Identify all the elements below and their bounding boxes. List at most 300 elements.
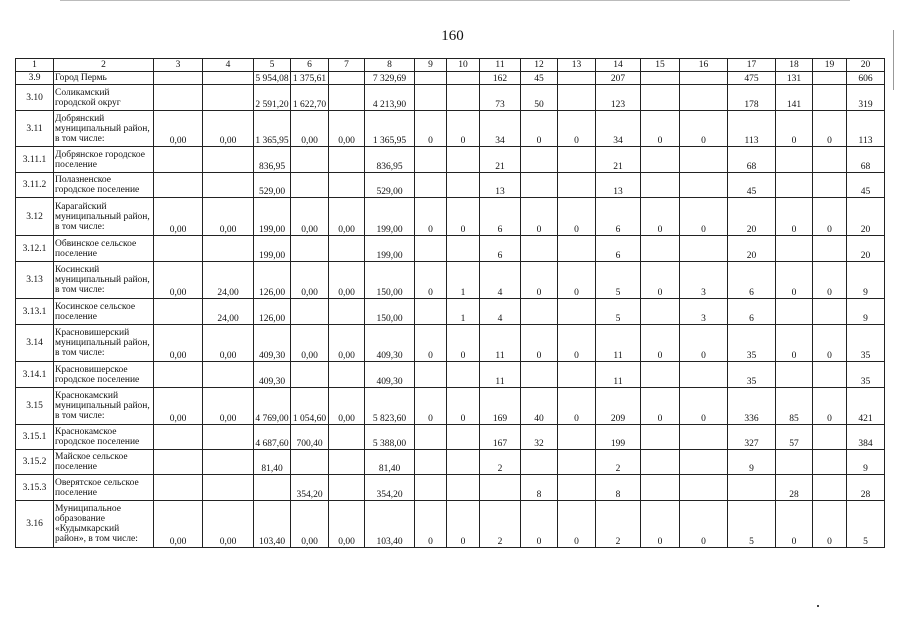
table-cell: 28 xyxy=(776,475,813,501)
table-row xyxy=(16,198,885,236)
table-cell: 6 xyxy=(728,262,776,299)
table-cell: 0,00 xyxy=(154,325,203,362)
table-cell xyxy=(415,475,447,501)
table-cell: 475 xyxy=(728,72,776,85)
table-cell: 34 xyxy=(596,111,641,147)
table-cell: 0 xyxy=(558,198,596,236)
column-header: 18 xyxy=(776,59,813,72)
table-cell: 0 xyxy=(776,501,813,548)
column-header: 1 xyxy=(16,59,54,72)
table-cell: 0 xyxy=(776,262,813,299)
table-cell xyxy=(680,450,728,475)
table-cell xyxy=(329,173,365,198)
table-cell: 150,00 xyxy=(365,299,415,325)
table-cell: 35 xyxy=(847,362,885,388)
column-header: 4 xyxy=(203,59,254,72)
table-cell xyxy=(329,362,365,388)
table-cell xyxy=(521,173,558,198)
row-code: 3.11 xyxy=(16,111,54,147)
row-name: Соликамский городской округ xyxy=(54,85,154,111)
table-cell: 0 xyxy=(680,198,728,236)
table-cell xyxy=(813,450,847,475)
table-cell xyxy=(154,425,203,450)
table-cell: 24,00 xyxy=(203,299,254,325)
table-cell xyxy=(558,173,596,198)
table-cell: 21 xyxy=(596,147,641,173)
table-cell: 0 xyxy=(813,111,847,147)
table-cell: 103,40 xyxy=(254,501,291,548)
table-cell: 0 xyxy=(813,325,847,362)
table-cell xyxy=(329,85,365,111)
column-header: 9 xyxy=(415,59,447,72)
table-cell xyxy=(154,299,203,325)
table-cell: 0,00 xyxy=(203,501,254,548)
table-cell xyxy=(521,362,558,388)
table-cell: 1 375,61 xyxy=(291,72,329,85)
table-cell: 0 xyxy=(813,198,847,236)
table-row xyxy=(16,173,885,198)
table-cell: 327 xyxy=(728,425,776,450)
table-cell: 0 xyxy=(415,501,447,548)
table-cell xyxy=(521,147,558,173)
table-cell xyxy=(641,450,680,475)
table-cell: 209 xyxy=(596,388,641,425)
table-cell: 20 xyxy=(728,198,776,236)
table-cell: 0 xyxy=(558,262,596,299)
table-cell xyxy=(154,475,203,501)
table-cell: 6 xyxy=(728,299,776,325)
row-name: Оверятское сельское поселение xyxy=(54,475,154,501)
column-header: 19 xyxy=(813,59,847,72)
table-cell: 199 xyxy=(596,425,641,450)
table-cell xyxy=(641,147,680,173)
table-cell: 81,40 xyxy=(365,450,415,475)
table-cell xyxy=(415,425,447,450)
table-cell: 0,00 xyxy=(291,198,329,236)
column-header: 15 xyxy=(641,59,680,72)
table-cell: 9 xyxy=(847,450,885,475)
table-cell: 3 xyxy=(680,262,728,299)
table-cell: 0 xyxy=(641,111,680,147)
top-rule xyxy=(60,0,850,1)
header-row xyxy=(16,59,885,72)
table-cell: 21 xyxy=(480,147,521,173)
table-cell xyxy=(447,362,480,388)
table-cell xyxy=(558,299,596,325)
table-cell xyxy=(291,236,329,262)
table-cell xyxy=(154,450,203,475)
table-cell xyxy=(415,236,447,262)
page-number: 160 xyxy=(441,28,464,44)
table-cell: 0 xyxy=(813,262,847,299)
table-cell xyxy=(521,236,558,262)
row-name: Косинское сельское поселение xyxy=(54,299,154,325)
table-cell xyxy=(447,450,480,475)
table-cell xyxy=(641,425,680,450)
table-cell: 199,00 xyxy=(254,198,291,236)
table-cell xyxy=(813,362,847,388)
table-cell: 0 xyxy=(415,325,447,362)
table-cell xyxy=(415,450,447,475)
table-cell xyxy=(203,173,254,198)
row-code: 3.9 xyxy=(16,72,54,85)
row-code: 3.13 xyxy=(16,262,54,299)
table-cell: 0 xyxy=(415,198,447,236)
table-cell: 2 591,20 xyxy=(254,85,291,111)
row-code: 3.13.1 xyxy=(16,299,54,325)
table-cell: 0 xyxy=(558,501,596,548)
table-cell: 0 xyxy=(680,111,728,147)
table-cell: 68 xyxy=(728,147,776,173)
column-header: 7 xyxy=(329,59,365,72)
table-cell: 0,00 xyxy=(203,198,254,236)
table-cell: 0 xyxy=(558,325,596,362)
table-cell xyxy=(813,475,847,501)
table-cell: 178 xyxy=(728,85,776,111)
table-cell: 0 xyxy=(641,262,680,299)
table-cell xyxy=(415,362,447,388)
table-cell: 103,40 xyxy=(365,501,415,548)
table-cell: 0 xyxy=(521,501,558,548)
table-cell: 421 xyxy=(847,388,885,425)
table-cell xyxy=(329,72,365,85)
table-cell: 11 xyxy=(596,325,641,362)
table-cell: 207 xyxy=(596,72,641,85)
table-cell: 0 xyxy=(680,501,728,548)
table-cell: 141 xyxy=(776,85,813,111)
table-cell: 0 xyxy=(447,325,480,362)
table-cell xyxy=(415,72,447,85)
table-cell: 3 xyxy=(680,299,728,325)
row-name: Майское сельское поселение xyxy=(54,450,154,475)
table-cell: 2 xyxy=(596,450,641,475)
table-row xyxy=(16,236,885,262)
table-cell: 0 xyxy=(447,388,480,425)
table-cell: 68 xyxy=(847,147,885,173)
table-cell: 2 xyxy=(480,501,521,548)
table-cell xyxy=(521,299,558,325)
table-cell: 169 xyxy=(480,388,521,425)
table-cell: 0 xyxy=(776,111,813,147)
table-cell: 0 xyxy=(641,198,680,236)
table-cell xyxy=(154,236,203,262)
scan-edge-mark xyxy=(893,30,902,90)
table-cell xyxy=(813,173,847,198)
table-cell xyxy=(521,450,558,475)
table-cell: 409,30 xyxy=(365,362,415,388)
column-header: 10 xyxy=(447,59,480,72)
table-cell: 6 xyxy=(596,236,641,262)
table-cell: 6 xyxy=(480,198,521,236)
table-cell: 354,20 xyxy=(291,475,329,501)
table-cell xyxy=(776,173,813,198)
table-cell xyxy=(680,85,728,111)
table-cell: 4 769,00 xyxy=(254,388,291,425)
table-cell: 0 xyxy=(521,198,558,236)
table-cell: 28 xyxy=(847,475,885,501)
table-cell: 0,00 xyxy=(291,262,329,299)
scan-dot xyxy=(817,605,819,607)
table-cell: 45 xyxy=(521,72,558,85)
table-cell: 0,00 xyxy=(154,388,203,425)
table-row xyxy=(16,262,885,299)
table-cell: 85 xyxy=(776,388,813,425)
table-cell: 0 xyxy=(680,388,728,425)
column-header: 13 xyxy=(558,59,596,72)
table-cell xyxy=(641,173,680,198)
table-cell xyxy=(203,425,254,450)
table-cell: 0,00 xyxy=(329,198,365,236)
table-cell: 7 329,69 xyxy=(365,72,415,85)
table-cell: 5 xyxy=(728,501,776,548)
column-header: 8 xyxy=(365,59,415,72)
table-cell: 4 xyxy=(480,262,521,299)
row-code: 3.10 xyxy=(16,85,54,111)
table-cell xyxy=(680,147,728,173)
table-cell xyxy=(203,147,254,173)
table-cell xyxy=(329,425,365,450)
row-code: 3.12 xyxy=(16,198,54,236)
table-cell: 529,00 xyxy=(254,173,291,198)
table-cell xyxy=(447,173,480,198)
table-cell xyxy=(291,147,329,173)
table-cell: 4 xyxy=(480,299,521,325)
table-cell: 24,00 xyxy=(203,262,254,299)
table-cell: 81,40 xyxy=(254,450,291,475)
table-cell xyxy=(776,299,813,325)
table-cell: 150,00 xyxy=(365,262,415,299)
table-cell: 199,00 xyxy=(365,198,415,236)
table-cell xyxy=(776,236,813,262)
table-cell xyxy=(154,173,203,198)
table-cell xyxy=(641,475,680,501)
table-cell: 0,00 xyxy=(329,501,365,548)
table-cell xyxy=(329,475,365,501)
row-code: 3.11.1 xyxy=(16,147,54,173)
row-code: 3.15.3 xyxy=(16,475,54,501)
table-cell: 126,00 xyxy=(254,262,291,299)
table-cell: 0 xyxy=(776,325,813,362)
table-cell: 0 xyxy=(641,388,680,425)
table-cell: 35 xyxy=(728,362,776,388)
row-name: Краснокамский муниципальный район, в том числе: xyxy=(54,388,154,425)
table-cell: 1 365,95 xyxy=(254,111,291,147)
table-cell xyxy=(480,475,521,501)
table-cell xyxy=(203,362,254,388)
table-cell: 113 xyxy=(847,111,885,147)
table-cell: 700,40 xyxy=(291,425,329,450)
table-cell xyxy=(154,72,203,85)
table-cell xyxy=(329,236,365,262)
row-name: Добрянский муниципальный район, в том числе: xyxy=(54,111,154,147)
table-cell xyxy=(680,475,728,501)
table-cell: 0,00 xyxy=(329,325,365,362)
table-cell: 0,00 xyxy=(291,111,329,147)
table-row xyxy=(16,147,885,173)
table-row xyxy=(16,475,885,501)
table-cell xyxy=(558,147,596,173)
column-header: 12 xyxy=(521,59,558,72)
table-cell xyxy=(813,299,847,325)
row-name: Косинский муниципальный район, в том числе: xyxy=(54,262,154,299)
row-name: Краснокамское городское поселение xyxy=(54,425,154,450)
table-cell: 0,00 xyxy=(154,198,203,236)
table-cell: 11 xyxy=(596,362,641,388)
table-cell xyxy=(254,475,291,501)
table-cell: 6 xyxy=(596,198,641,236)
table-cell xyxy=(291,450,329,475)
column-header: 3 xyxy=(154,59,203,72)
table-cell: 0,00 xyxy=(203,388,254,425)
table-cell: 0 xyxy=(641,501,680,548)
table-cell xyxy=(203,475,254,501)
table-row xyxy=(16,450,885,475)
row-code: 3.15 xyxy=(16,388,54,425)
table-cell xyxy=(558,236,596,262)
table-cell: 5 954,08 xyxy=(254,72,291,85)
table-cell: 4 687,60 xyxy=(254,425,291,450)
table-row xyxy=(16,299,885,325)
table-cell xyxy=(558,362,596,388)
table-cell: 4 213,90 xyxy=(365,85,415,111)
column-header: 2 xyxy=(54,59,154,72)
table-cell: 0 xyxy=(521,262,558,299)
table-cell: 32 xyxy=(521,425,558,450)
column-header: 16 xyxy=(680,59,728,72)
table-cell xyxy=(447,72,480,85)
table-cell: 0 xyxy=(415,262,447,299)
table-cell: 2 xyxy=(596,501,641,548)
table-cell: 0,00 xyxy=(154,262,203,299)
table-cell xyxy=(203,85,254,111)
table-row xyxy=(16,425,885,450)
table-cell xyxy=(813,72,847,85)
table-cell: 1 365,95 xyxy=(365,111,415,147)
table-cell xyxy=(447,85,480,111)
table-cell: 5 xyxy=(847,501,885,548)
table-cell: 5 388,00 xyxy=(365,425,415,450)
table-cell xyxy=(329,450,365,475)
table-cell: 0 xyxy=(521,111,558,147)
table-body xyxy=(16,72,885,548)
table-cell: 9 xyxy=(847,262,885,299)
table-cell: 1 xyxy=(447,262,480,299)
table-cell: 50 xyxy=(521,85,558,111)
table-row xyxy=(16,362,885,388)
table-cell xyxy=(558,425,596,450)
table-cell xyxy=(680,362,728,388)
table-cell: 1 622,70 xyxy=(291,85,329,111)
column-header: 14 xyxy=(596,59,641,72)
table-cell xyxy=(154,147,203,173)
row-name: Обвинское сельское поселение xyxy=(54,236,154,262)
table-row xyxy=(16,501,885,548)
table-cell: 409,30 xyxy=(254,325,291,362)
column-header: 17 xyxy=(728,59,776,72)
table-cell: 0 xyxy=(447,501,480,548)
row-code: 3.15.2 xyxy=(16,450,54,475)
table-cell xyxy=(447,147,480,173)
table-cell: 35 xyxy=(728,325,776,362)
table-cell: 409,30 xyxy=(254,362,291,388)
row-code: 3.12.1 xyxy=(16,236,54,262)
table-cell: 836,95 xyxy=(254,147,291,173)
table-cell: 0 xyxy=(415,111,447,147)
table-cell xyxy=(329,299,365,325)
data-table xyxy=(15,58,885,548)
table-cell xyxy=(558,72,596,85)
table-cell: 11 xyxy=(480,325,521,362)
table-cell xyxy=(329,147,365,173)
table-cell xyxy=(415,147,447,173)
table-cell xyxy=(641,299,680,325)
table-cell xyxy=(415,85,447,111)
table-cell: 0,00 xyxy=(291,501,329,548)
table-cell xyxy=(776,450,813,475)
table-cell: 45 xyxy=(847,173,885,198)
table-cell: 5 xyxy=(596,262,641,299)
table-cell: 57 xyxy=(776,425,813,450)
table-cell: 0 xyxy=(447,111,480,147)
table-row xyxy=(16,111,885,147)
table-cell: 1 054,60 xyxy=(291,388,329,425)
row-code: 3.14 xyxy=(16,325,54,362)
table-cell: 336 xyxy=(728,388,776,425)
table-cell: 0,00 xyxy=(329,388,365,425)
table-cell xyxy=(154,362,203,388)
table-cell: 20 xyxy=(728,236,776,262)
table-cell xyxy=(813,147,847,173)
table-cell xyxy=(776,362,813,388)
table-row xyxy=(16,85,885,111)
table-cell xyxy=(641,362,680,388)
table-cell: 5 823,60 xyxy=(365,388,415,425)
table-cell: 123 xyxy=(596,85,641,111)
table-cell xyxy=(680,425,728,450)
table-cell: 836,95 xyxy=(365,147,415,173)
table-cell: 384 xyxy=(847,425,885,450)
table-cell: 20 xyxy=(847,236,885,262)
table-cell: 0 xyxy=(641,325,680,362)
row-name: Полазненское городское поселение xyxy=(54,173,154,198)
table-cell: 0 xyxy=(521,325,558,362)
table-cell: 0 xyxy=(558,111,596,147)
table-cell: 0 xyxy=(447,198,480,236)
table-cell: 6 xyxy=(480,236,521,262)
table-cell: 8 xyxy=(521,475,558,501)
table-cell: 354,20 xyxy=(365,475,415,501)
table-row xyxy=(16,388,885,425)
table-cell xyxy=(728,475,776,501)
table-cell xyxy=(291,299,329,325)
table-row xyxy=(16,325,885,362)
table-cell xyxy=(680,236,728,262)
table-cell xyxy=(447,236,480,262)
table-cell: 13 xyxy=(480,173,521,198)
row-name: Красновишерский муниципальный район, в том числе: xyxy=(54,325,154,362)
table-cell xyxy=(291,173,329,198)
table-cell: 199,00 xyxy=(365,236,415,262)
table-cell: 0 xyxy=(813,501,847,548)
table-cell: 0,00 xyxy=(329,111,365,147)
row-name: Город Пермь xyxy=(54,72,154,85)
column-header: 20 xyxy=(847,59,885,72)
table-cell xyxy=(291,362,329,388)
row-code: 3.15.1 xyxy=(16,425,54,450)
table-cell: 35 xyxy=(847,325,885,362)
table-cell xyxy=(813,236,847,262)
table-cell: 113 xyxy=(728,111,776,147)
